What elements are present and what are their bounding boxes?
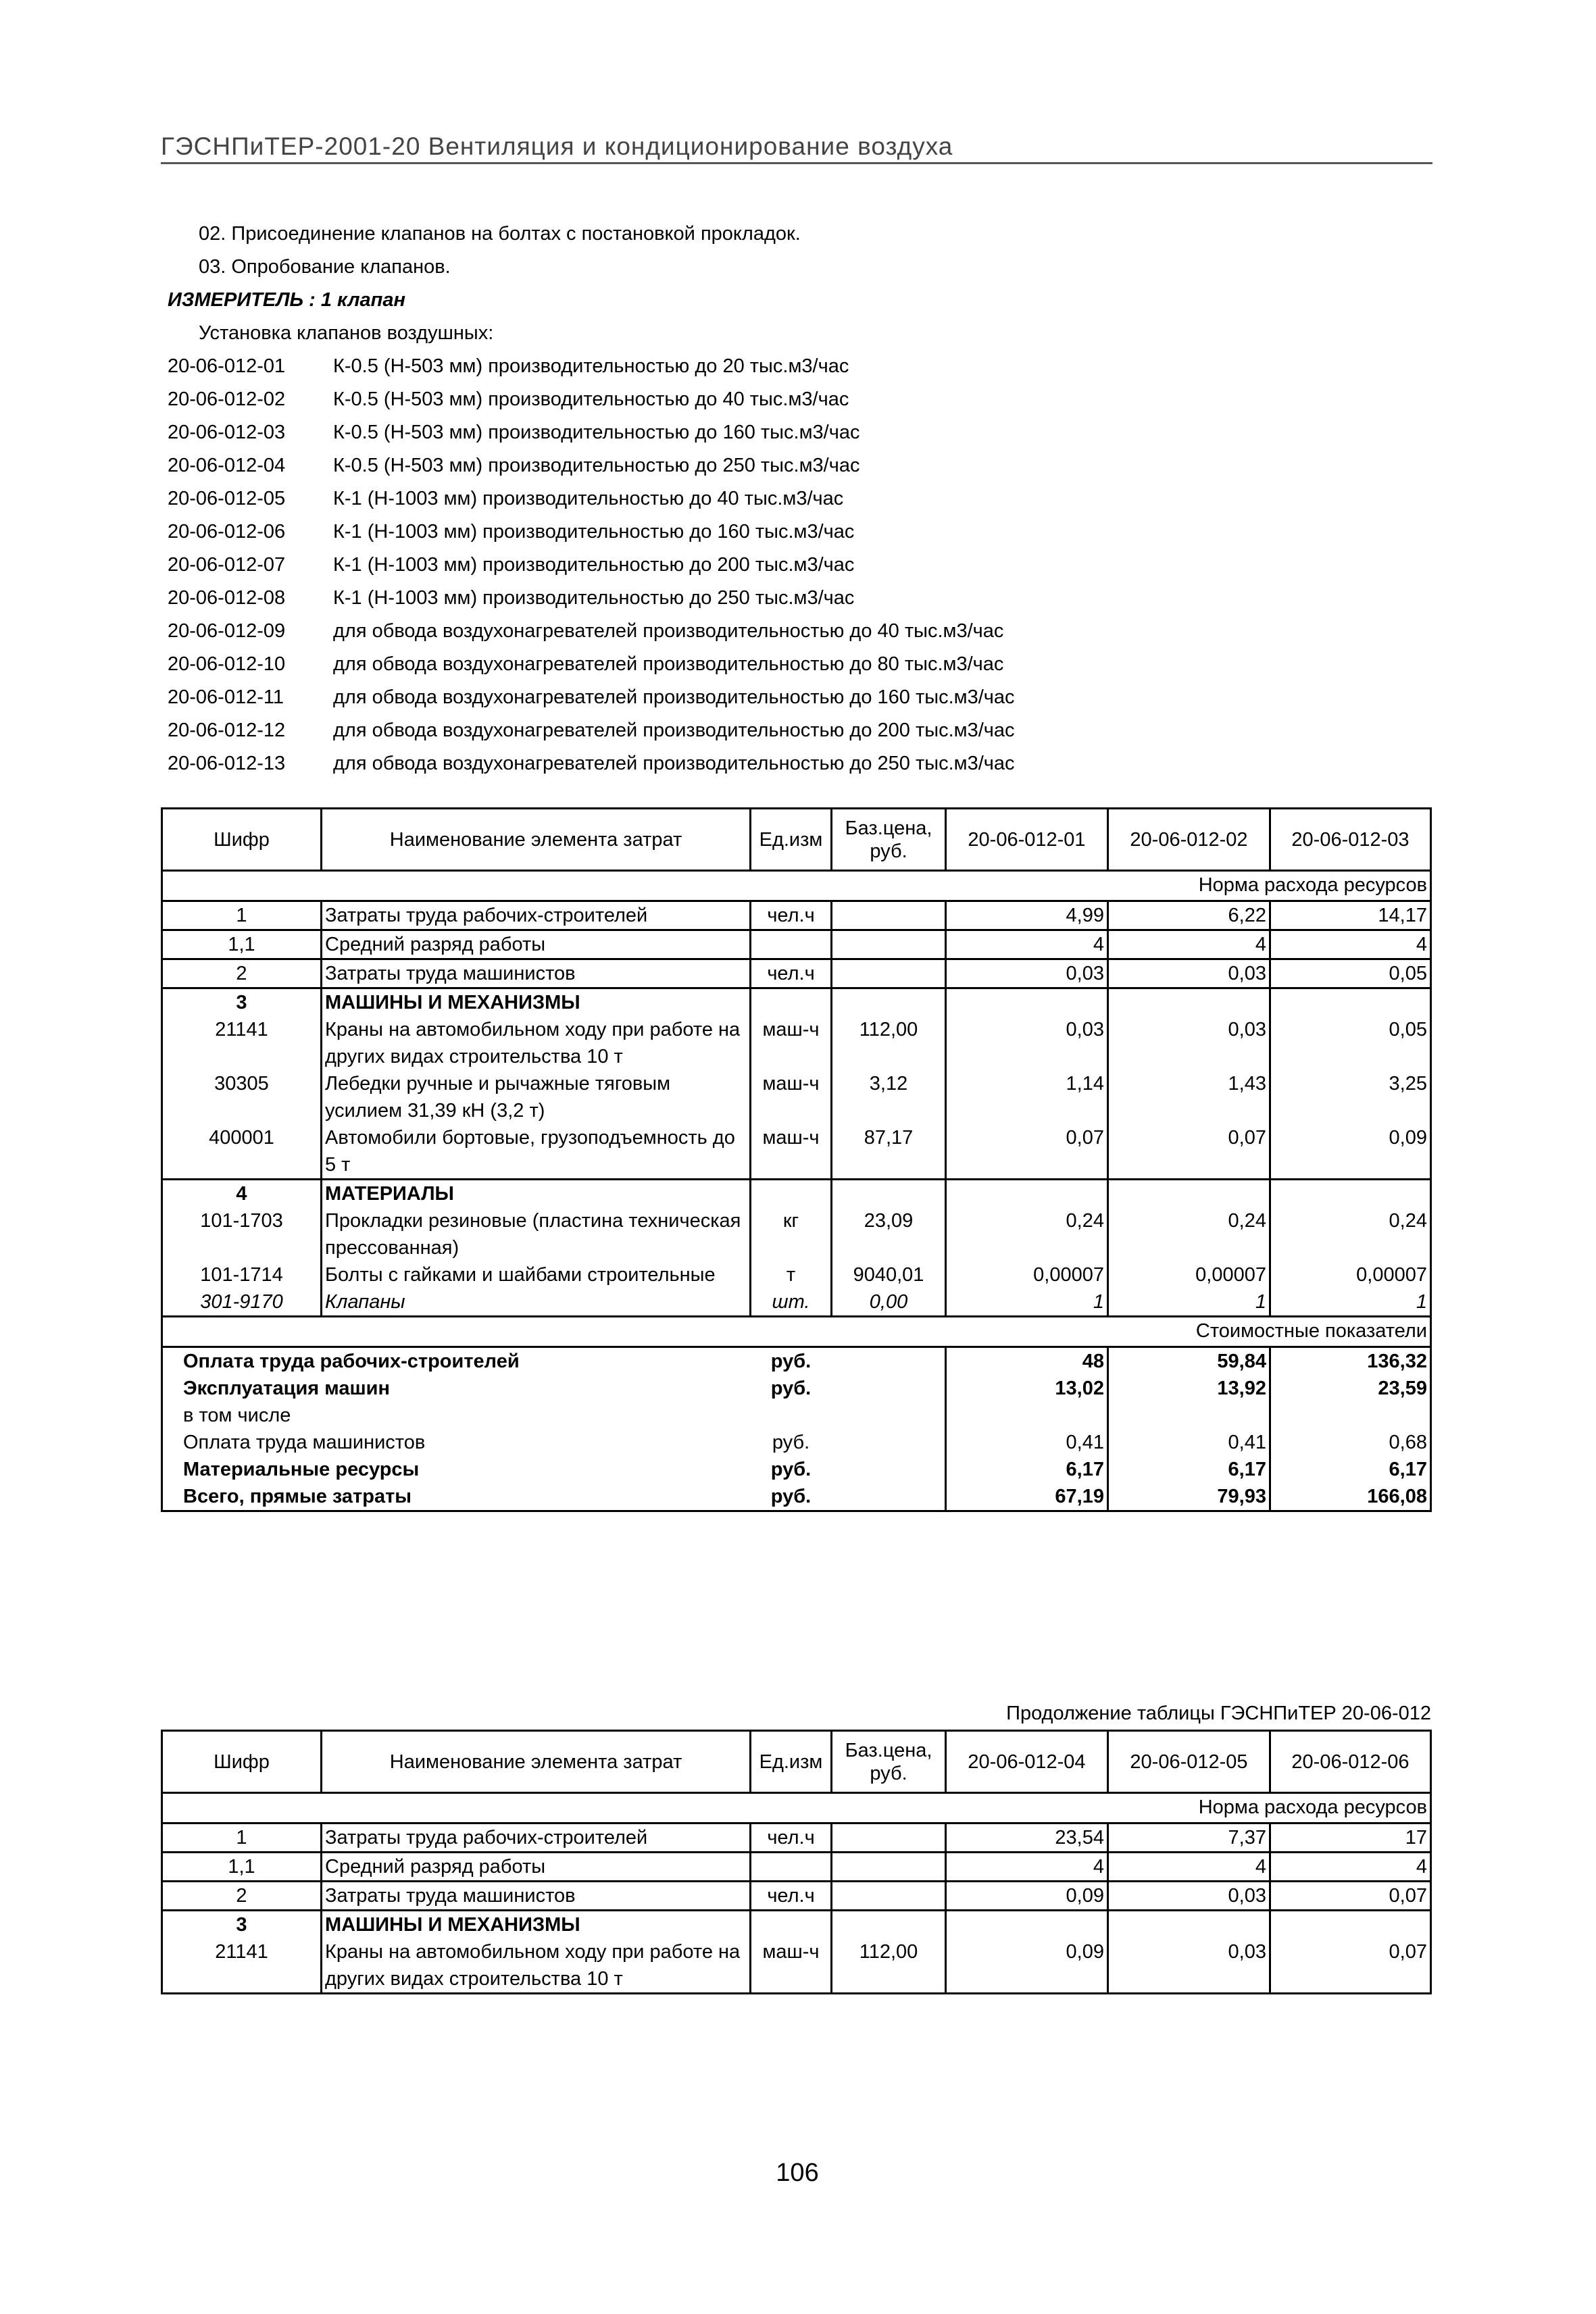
code-description: К-0.5 (Н-503 мм) производительностью до 250 тыс.м3/час xyxy=(333,455,860,476)
code-description: для обвода воздухонагревателей производительностью до 80 тыс.м3/час xyxy=(333,653,1004,675)
code-description: К-1 (Н-1003 мм) производительностью до 40 тыс.м3/час xyxy=(333,488,844,509)
header-unit: Ед.изм xyxy=(751,809,832,871)
header-col: 20-06-012-05 xyxy=(1108,1731,1270,1793)
measure-unit: ИЗМЕРИТЕЛЬ : 1 клапан xyxy=(168,289,405,311)
header-name: Наименование элемента затрат xyxy=(322,1731,751,1793)
operation-line: 02. Присоединение клапанов на болтах с постановкой прокладок. xyxy=(199,223,801,245)
code-description: для обвода воздухонагревателей производительностью до 200 тыс.м3/час xyxy=(333,720,1015,741)
code-id: 20-06-012-11 xyxy=(168,686,284,708)
table-header-row xyxy=(162,809,1431,871)
cost-row: в том числе xyxy=(162,1402,1431,1429)
code-id: 20-06-012-10 xyxy=(168,653,286,675)
cost-row: Материальные ресурсы руб. 6,17 6,17 6,17 xyxy=(162,1456,1431,1483)
header-name: Наименование элемента затрат xyxy=(322,809,751,871)
table-row: 1 Затраты труда рабочих-строителей чел.ч 23,54 7,37 17 xyxy=(162,1823,1431,1853)
header-col: 20-06-012-06 xyxy=(1270,1731,1431,1793)
code-id: 20-06-012-13 xyxy=(168,753,286,774)
group-title: Установка клапанов воздушных: xyxy=(199,322,494,344)
header-price: Баз.цена, руб. xyxy=(832,1731,946,1793)
code-description: К-1 (Н-1003 мм) производительностью до 250 тыс.м3/час xyxy=(333,587,855,609)
header-code: Шифр xyxy=(162,1731,322,1793)
table-row: 30305 Лебедки ручные и рычажные тяговым усилием 31,39 кН (3,2 т) маш-ч 3,12 1,14 1,43 3,25 xyxy=(162,1070,1431,1124)
table-row: 2 Затраты труда машинистов чел.ч 0,09 0,03 0,07 xyxy=(162,1882,1431,1911)
code-description: для обвода воздухонагревателей производительностью до 40 тыс.м3/час xyxy=(333,620,1004,642)
cost-row: Эксплуатация машин руб. 13,02 13,92 23,59 xyxy=(162,1375,1431,1402)
table-row: 3 МАШИНЫ И МЕХАНИЗМЫ xyxy=(162,988,1431,1017)
header-col: 20-06-012-03 xyxy=(1270,809,1431,871)
cost-row: Всего, прямые затраты руб. 67,19 79,93 166,08 xyxy=(162,1483,1431,1511)
cost-row: Оплата труда машинистов руб. 0,41 0,41 0,68 xyxy=(162,1429,1431,1456)
table-row: 2 Затраты труда машинистов чел.ч 0,03 0,03 0,05 xyxy=(162,959,1431,988)
intro-block xyxy=(168,218,1451,780)
header-col: 20-06-012-01 xyxy=(946,809,1108,871)
page-number: 106 xyxy=(776,2159,819,2187)
continuation-title: Продолжение таблицы ГЭСНПиТЕР 20-06-012 xyxy=(1006,1703,1431,1724)
cost-row: Оплата труда рабочих-строителей руб. 48 59,84 136,32 xyxy=(162,1347,1431,1376)
table-header-row xyxy=(162,1731,1431,1793)
header-unit: Ед.изм xyxy=(751,1731,832,1793)
table-row: 1,1 Средний разряд работы 4 4 4 xyxy=(162,930,1431,959)
operation-line: 03. Опробование клапанов. xyxy=(199,256,451,278)
table-row: 1,1 Средний разряд работы 4 4 4 xyxy=(162,1853,1431,1882)
code-id: 20-06-012-03 xyxy=(168,422,286,443)
code-id: 20-06-012-06 xyxy=(168,521,286,543)
table-row: 101-1703 Прокладки резиновые (пластина техническая прессованная) кг 23,09 0,24 0,24 0,24 xyxy=(162,1207,1431,1261)
code-id: 20-06-012-12 xyxy=(168,720,286,741)
table-row: 4 МАТЕРИАЛЫ xyxy=(162,1180,1431,1208)
code-description: К-0.5 (Н-503 мм) производительностью до 20 тыс.м3/час xyxy=(333,355,849,377)
table-row: 21141 Краны на автомобильном ходу при работе на других видах строительства 10 т маш-ч 112,00 0,09 0,03 0,07 xyxy=(162,1938,1431,1994)
code-id: 20-06-012-02 xyxy=(168,388,286,410)
code-description: К-0.5 (Н-503 мм) производительностью до 160 тыс.м3/час xyxy=(333,422,860,443)
code-description: для обвода воздухонагревателей производительностью до 250 тыс.м3/час xyxy=(333,753,1015,774)
code-id: 20-06-012-04 xyxy=(168,455,286,476)
table-row: 301-9170 Клапаны шт. 0,00 1 1 1 xyxy=(162,1288,1431,1317)
table-row: 400001 Автомобили бортовые, грузоподъемность до 5 т маш-ч 87,17 0,07 0,07 0,09 xyxy=(162,1124,1431,1180)
running-header: ГЭСНПиТЕР-2001-20 Вентиляция и кондиционирование воздуха xyxy=(161,132,1432,164)
code-id: 20-06-012-09 xyxy=(168,620,286,642)
table-row: 101-1714 Болты с гайками и шайбами строительные т 9040,01 0,00007 0,00007 0,00007 xyxy=(162,1261,1431,1288)
code-description: К-0.5 (Н-503 мм) производительностью до 40 тыс.м3/час xyxy=(333,388,849,410)
section-row-norms: Норма расхода ресурсов xyxy=(162,871,1431,901)
header-price: Баз.цена, руб. xyxy=(832,809,946,871)
header-code: Шифр xyxy=(162,809,322,871)
code-description: К-1 (Н-1003 мм) производительностью до 160 тыс.м3/час xyxy=(333,521,855,543)
code-id: 20-06-012-05 xyxy=(168,488,286,509)
code-id: 20-06-012-07 xyxy=(168,554,286,576)
resource-table-1 xyxy=(161,807,1432,1512)
code-description: для обвода воздухонагревателей производительностью до 160 тыс.м3/час xyxy=(333,686,1015,708)
resource-table-2 xyxy=(161,1730,1432,1994)
code-list xyxy=(168,350,1451,780)
table-row: 3 МАШИНЫ И МЕХАНИЗМЫ xyxy=(162,1911,1431,1939)
header-col: 20-06-012-02 xyxy=(1108,809,1270,871)
header-col: 20-06-012-04 xyxy=(946,1731,1108,1793)
code-description: К-1 (Н-1003 мм) производительностью до 200 тыс.м3/час xyxy=(333,554,855,576)
section-row-norms: Норма расхода ресурсов xyxy=(162,1793,1431,1823)
code-id: 20-06-012-08 xyxy=(168,587,286,609)
code-id: 20-06-012-01 xyxy=(168,355,286,377)
section-row-costs: Стоимостные показатели xyxy=(162,1317,1431,1347)
table-row: 1 Затраты труда рабочих-строителей чел.ч 4,99 6,22 14,17 xyxy=(162,901,1431,930)
table-row: 21141 Краны на автомобильном ходу при работе на других видах строительства 10 т маш-ч 112,00 0,03 0,03 0,05 xyxy=(162,1016,1431,1070)
